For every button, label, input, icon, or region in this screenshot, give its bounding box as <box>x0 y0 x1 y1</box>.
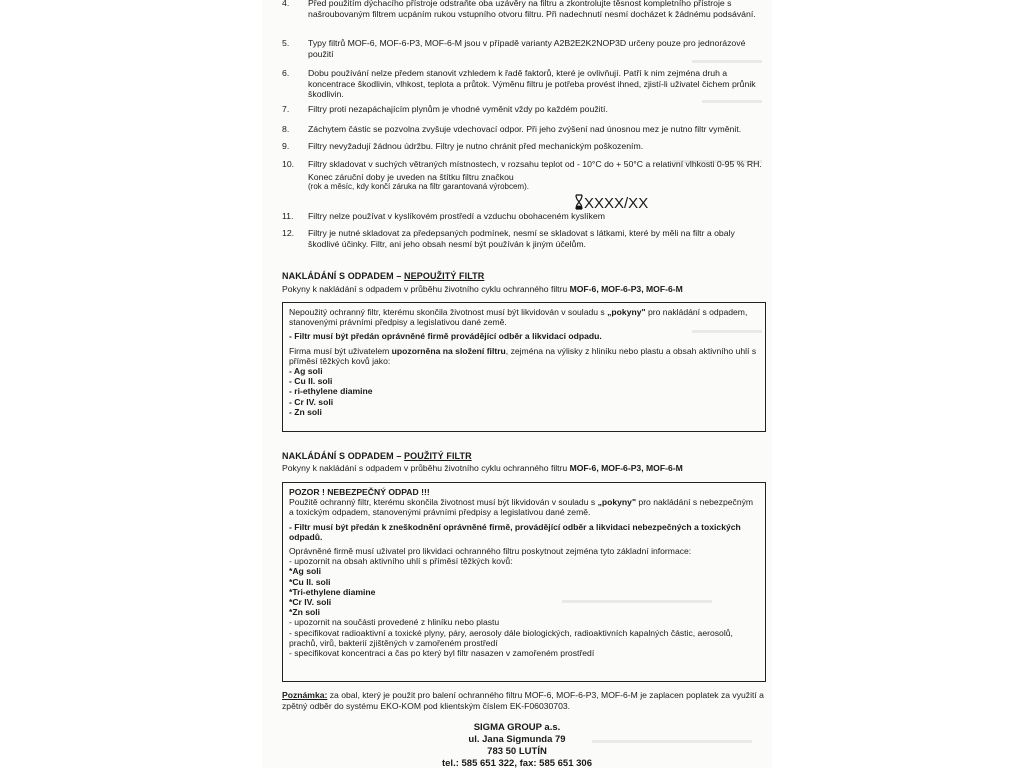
company-phone: tel.: 585 651 322, fax: 585 651 306 <box>441 758 592 768</box>
note <box>282 690 772 711</box>
item-text: Typy filtrů MOF-6, MOF-6-P3, MOF-6-M jsou v případě varianty A2B2E2K2NOP3D určeny pouze pro jednorázové použití <box>308 38 746 59</box>
list-item: - Cu II. soli <box>289 376 333 387</box>
paragraph: - upozornit na obsah aktivního uhlí s příměsí těžkých kovů: <box>289 556 513 567</box>
text-bold: „pokyny" <box>607 307 646 317</box>
item-text: Filtry nelze používat v kyslíkovém prostředí a vzduchu obohaceném kyslíkem <box>308 211 605 221</box>
item-text: Před použitím dýchacího přístroje odstraňte oba uzávěry na filtru a zkontrolujte těsnost kompletního přístroje s našroubovaným filtrem ucpáním rukou vstupního otvoru filtru. Při nadechnutí nesmí docházet k žádnému podsávání. <box>308 0 756 19</box>
heading-underlined: NEPOUŽITÝ FILTR <box>404 271 485 281</box>
list-item: *Zn soli <box>289 607 321 618</box>
list-item <box>282 104 767 115</box>
paragraph-bold: - Filtr musí být předán oprávněné firmě provádějící odběr a likvidaci odpadu. <box>289 331 602 342</box>
item-text: Filtry proti nezapáchajícím plynům je vhodné vyměnit vždy po každém použití. <box>308 104 608 114</box>
list-item <box>282 159 767 193</box>
heading-prefix: NAKLÁDÁNÍ S ODPADEM – <box>282 451 405 461</box>
document-page <box>262 0 772 768</box>
paragraph: Oprávněné firmě musí uživatel pro likvidaci ochranného filtru poskytnout zejména tyto základní informace: <box>289 546 692 557</box>
item-number: 6. <box>282 68 290 78</box>
show-through-mark <box>702 100 762 103</box>
item-number: 9. <box>282 141 290 151</box>
warranty-note: Konec záruční doby je uveden na štítku filtru značkou <box>308 171 514 182</box>
list-item: *Cr IV. soli <box>289 597 332 608</box>
substance-list <box>289 566 759 617</box>
subtitle-text: Pokyny k nakládání s odpadem v průběhu životního cyklu ochranného filtru <box>282 284 570 294</box>
warning-title: POZOR ! NEBEZPEČNÝ ODPAD !!! <box>289 487 430 497</box>
text: , zejména na výlisky z hliníku nebo plastu a obsah aktivního uhlí s příměsí těžkých kovů jako: <box>289 345 757 366</box>
text: pro nakládání s odpadem, stanovenými právními předpisy a legislativou dané země. <box>289 307 748 328</box>
text-bold: „pokyny" <box>597 497 637 508</box>
item-number: 10. <box>282 159 295 169</box>
item-text: Filtry skladovat v suchých větraných místnostech, v rozsahu teplot od - 10°C do + 50°C a relativní vlhkosti 0-95 % RH. <box>308 159 762 169</box>
substance-list <box>289 366 759 417</box>
text-bold: upozorněna na složení filtru <box>391 345 506 356</box>
subtitle-product-codes: MOF-6, MOF-6-P3, MOF-6-M <box>569 284 683 294</box>
list-item: *Tri-ethylene diamine <box>289 586 376 597</box>
subtitle-product-codes: MOF-6, MOF-6-P3, MOF-6-M <box>569 463 683 473</box>
subtitle-text: Pokyny k nakládání s odpadem v průběhu životního cyklu ochranného filtru <box>282 463 570 473</box>
list-item: - Ag soli <box>289 366 323 377</box>
item-text: Filtry je nutné skladovat za předepsaných podmínek, nesmí se skladovat s látkami, které by měli na filtr a obaly škodlivé účinky. Filtr, ani jeho obsah nesmí být používán k jiným účelům. <box>308 228 735 249</box>
item-text: Záchytem částic se pozvolna zvyšuje vdechovací odpor. Při jeho zvýšení nad únosnou mez je nutno filtr vyměnit. <box>308 124 742 134</box>
list-item: - specifikovat radioaktivní a toxické plyny, páry, aerosoly dále biologických, radioaktivních kapalných částic, aerosolů, prachů, virů, bakterií zjištěných v zamořeném prostředí <box>289 627 733 648</box>
list-item <box>282 38 767 59</box>
unused-filter-box <box>282 302 766 432</box>
list-item: - Cr IV. soli <box>289 396 334 407</box>
list-item <box>282 0 767 19</box>
item-text: Filtry nevyžadují žádnou údržbu. Filtry je nutno chránit před mechanickým poškozením. <box>308 141 644 151</box>
hourglass-icon <box>574 194 584 210</box>
company-name: SIGMA GROUP a.s. <box>473 722 561 733</box>
item-number: 12. <box>282 228 295 238</box>
item-number: 11. <box>282 211 294 221</box>
paragraph <box>289 307 759 327</box>
item-number: 8. <box>282 124 290 134</box>
heading-prefix: NAKLÁDÁNÍ S ODPADEM – <box>282 271 405 281</box>
list-item: - specifikovat koncentraci a čas po který byl filtr nasazen v zamořeném prostředí <box>289 648 595 659</box>
section-subtitle <box>282 463 772 473</box>
list-item: *Ag soli <box>289 566 321 577</box>
paragraph <box>289 346 759 366</box>
list-item: - Zn soli <box>289 406 322 417</box>
paragraph <box>289 497 759 517</box>
section-heading-used <box>282 451 472 461</box>
item-number: 4. <box>282 0 290 8</box>
section-heading-unused <box>282 271 484 281</box>
note-text: za obal, který je použit pro balení ochranného filtru MOF-6, MOF-6-P3, MOF-6-M je zaplacen poplatek za využití a zpětný odběr do systému EKO-KOM pod klientským číslem EK-F06030703. <box>282 690 764 711</box>
list-item: - ri-ethylene diamine <box>289 386 373 397</box>
expiry-date-mark: XXXX/XX <box>584 195 649 212</box>
item-text: Dobu používání nelze předem stanovit vzhledem k řadě faktorů, které je ovlivňují. Patří k nim zejména druh a koncentrace škodlivin, vlhkost, teplota a průtok. Výměnu filtru je potřeba provést ihned, zjistí-li uživatel čichem průnik škodlivin. <box>308 68 756 99</box>
item-number: 7. <box>282 104 290 114</box>
list-item <box>282 228 767 249</box>
company-city: 783 50 LUTÍN <box>487 746 547 757</box>
used-filter-box <box>282 482 766 682</box>
list-item <box>282 211 767 222</box>
item-number: 5. <box>282 38 290 48</box>
section-subtitle <box>282 284 772 294</box>
heading-underlined: POUŽITÝ FILTR <box>404 451 472 461</box>
list-item: *Cu II. soli <box>289 576 331 587</box>
list-item <box>282 124 767 135</box>
list-item <box>282 141 767 152</box>
text: Použitě ochranný filtr, kterému skončila životnost musí být likvidován v souladu s <box>289 497 598 508</box>
show-through-mark <box>692 60 762 63</box>
paragraph-bold: - Filtr musí být předán k zneškodnění oprávněné firmě, provádějící odběr a likvidaci nebezpečných a toxických odpadů. <box>289 521 741 542</box>
text: Firma musí být uživatelem <box>289 345 392 356</box>
warranty-note-detail: (rok a měsíc, kdy končí záruka na filtr garantovaná výrobcem). <box>308 182 529 191</box>
company-footer <box>262 722 772 768</box>
info-list <box>289 617 759 658</box>
text: pro nakládání s nebezpečným a toxickým odpadem, stanovenými právními předpisy a legislativou dané země. <box>289 497 754 518</box>
list-item <box>282 68 767 100</box>
text: Nepoužitý ochranný filtr, kterému skončila životnost musí být likvidován v souladu s <box>289 307 608 317</box>
company-street: ul. Jana Sigmunda 79 <box>468 734 566 745</box>
list-item: - upozornit na součásti provedené z hliníku nebo plastu <box>289 617 500 628</box>
note-label: Poznámka: <box>282 690 328 700</box>
